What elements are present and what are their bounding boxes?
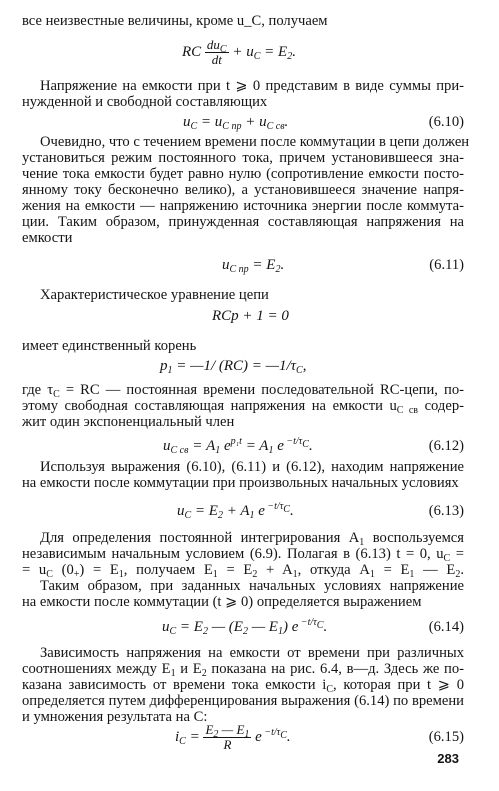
formula: $i_C$ = $\frac{E_2 — E_1}{R}$ e $^{-t/\tau_C}$. (175, 722, 291, 752)
text-line: ции. Таким образом, принужденная составляющая напряжения на (22, 214, 464, 230)
text-line: = $u_C$ $(0_+) = E_1$, получаем $E_1 = E_2 + A_1$, откуда $A_1 = E_1$ — $E_2$. (22, 562, 464, 580)
text-line: соотношениях между $E_1$ и $E_2$ показана на рис. 6.4, в—д. Здесь же по- (22, 661, 464, 679)
formula: RC $\frac{du_C}{dt}$ + $u_C = E_2$. (182, 37, 296, 67)
text-line: имеет единственный корень (22, 338, 197, 354)
text-line: емкости (22, 230, 73, 246)
text-line: янному току бесконечно велико), а установившееся значение напря- (22, 182, 464, 198)
text-line: все неизвестные величины, кроме u_C, получаем (22, 13, 328, 29)
text-line: жит один экспоненциальный член (22, 414, 235, 430)
text-line: Таким образом, при заданных начальных условиях напряжение (40, 578, 464, 594)
text-line: казана зависимость от времени тока емкости $i_C$, которая при t ⩾ 0 (22, 677, 465, 695)
formula: $u_{C пр} = E_2$. (222, 257, 285, 275)
text-line: Используя выражения (6.10), (6.11) и (6.12), находим напряжение (40, 459, 464, 475)
text-line: на емкости после коммутации при произвольных начальных условиях (22, 475, 459, 491)
formula: $u_{C св} = A_1$ $e^{p_1t} = A_1$ e $^{-t/\tau_C}$. (163, 436, 313, 456)
equation-number: (6.11) (429, 257, 464, 273)
formula: $u_C = E_2 + A_1$ e $^{-t/\tau_C}$. (177, 501, 294, 521)
text-line: независимым начальным условием (6.9). Полагая в (6.13) t = 0, $u_C$ = (22, 546, 464, 564)
text-line: где $\tau_C$ = RC — постоянная времени последовательной RC-цепи, по- (22, 382, 464, 400)
equation-number: (6.13) (428, 503, 464, 519)
text-line: этому свободная составляющая напряжения на емкости $u_{C св}$ содер- (22, 398, 464, 416)
text-line: установиться режим постоянного тока, причем установившееся зна- (22, 150, 464, 166)
equation-number: (6.14) (428, 619, 464, 635)
text-line: жения на емкости — напряжению источника энергии после коммута- (22, 198, 464, 214)
text-line: определяется путем дифференцирования выражения (6.14) по времени (22, 693, 464, 709)
equation-number: (6.10) (428, 114, 464, 130)
formula: $p_1$ = —1/ $(RC) = —1/\tau_C$, (160, 358, 307, 376)
text-line: Очевидно, что с течением времени после коммутации в цепи должен (40, 134, 470, 150)
equation-number: (6.15) (428, 729, 464, 745)
text-line: на емкости после коммутации (t ⩾ 0) определяется выражением (22, 594, 422, 610)
text-line: нужденной и свободной составляющих (22, 94, 268, 110)
text-line: Характеристическое уравнение цепи (40, 287, 269, 303)
formula: RCp + 1 = 0 (212, 308, 289, 324)
equation-number: (6.12) (428, 438, 464, 454)
formula: $u_C = u_{C пр} + u_{C св}$. (183, 114, 289, 132)
text-line: Зависимость напряжения на емкости от времени при различных (40, 645, 464, 661)
text-line: чение тока емкости будет равно нулю (сопротивление емкости посто- (22, 166, 464, 182)
text-line: Для определения постоянной интегрирования $A_1$ воспользуемся (40, 530, 464, 548)
text-line: и умножения результата на C: (22, 709, 208, 725)
text-line: Напряжение на емкости при t ⩾ 0 представим в виде суммы при- (40, 78, 464, 94)
formula: $u_C = E_2$ — ($E_2$ — $E_1$) e $^{-t/\tau_C}$. (162, 617, 328, 637)
page-number: 283 (437, 751, 459, 766)
